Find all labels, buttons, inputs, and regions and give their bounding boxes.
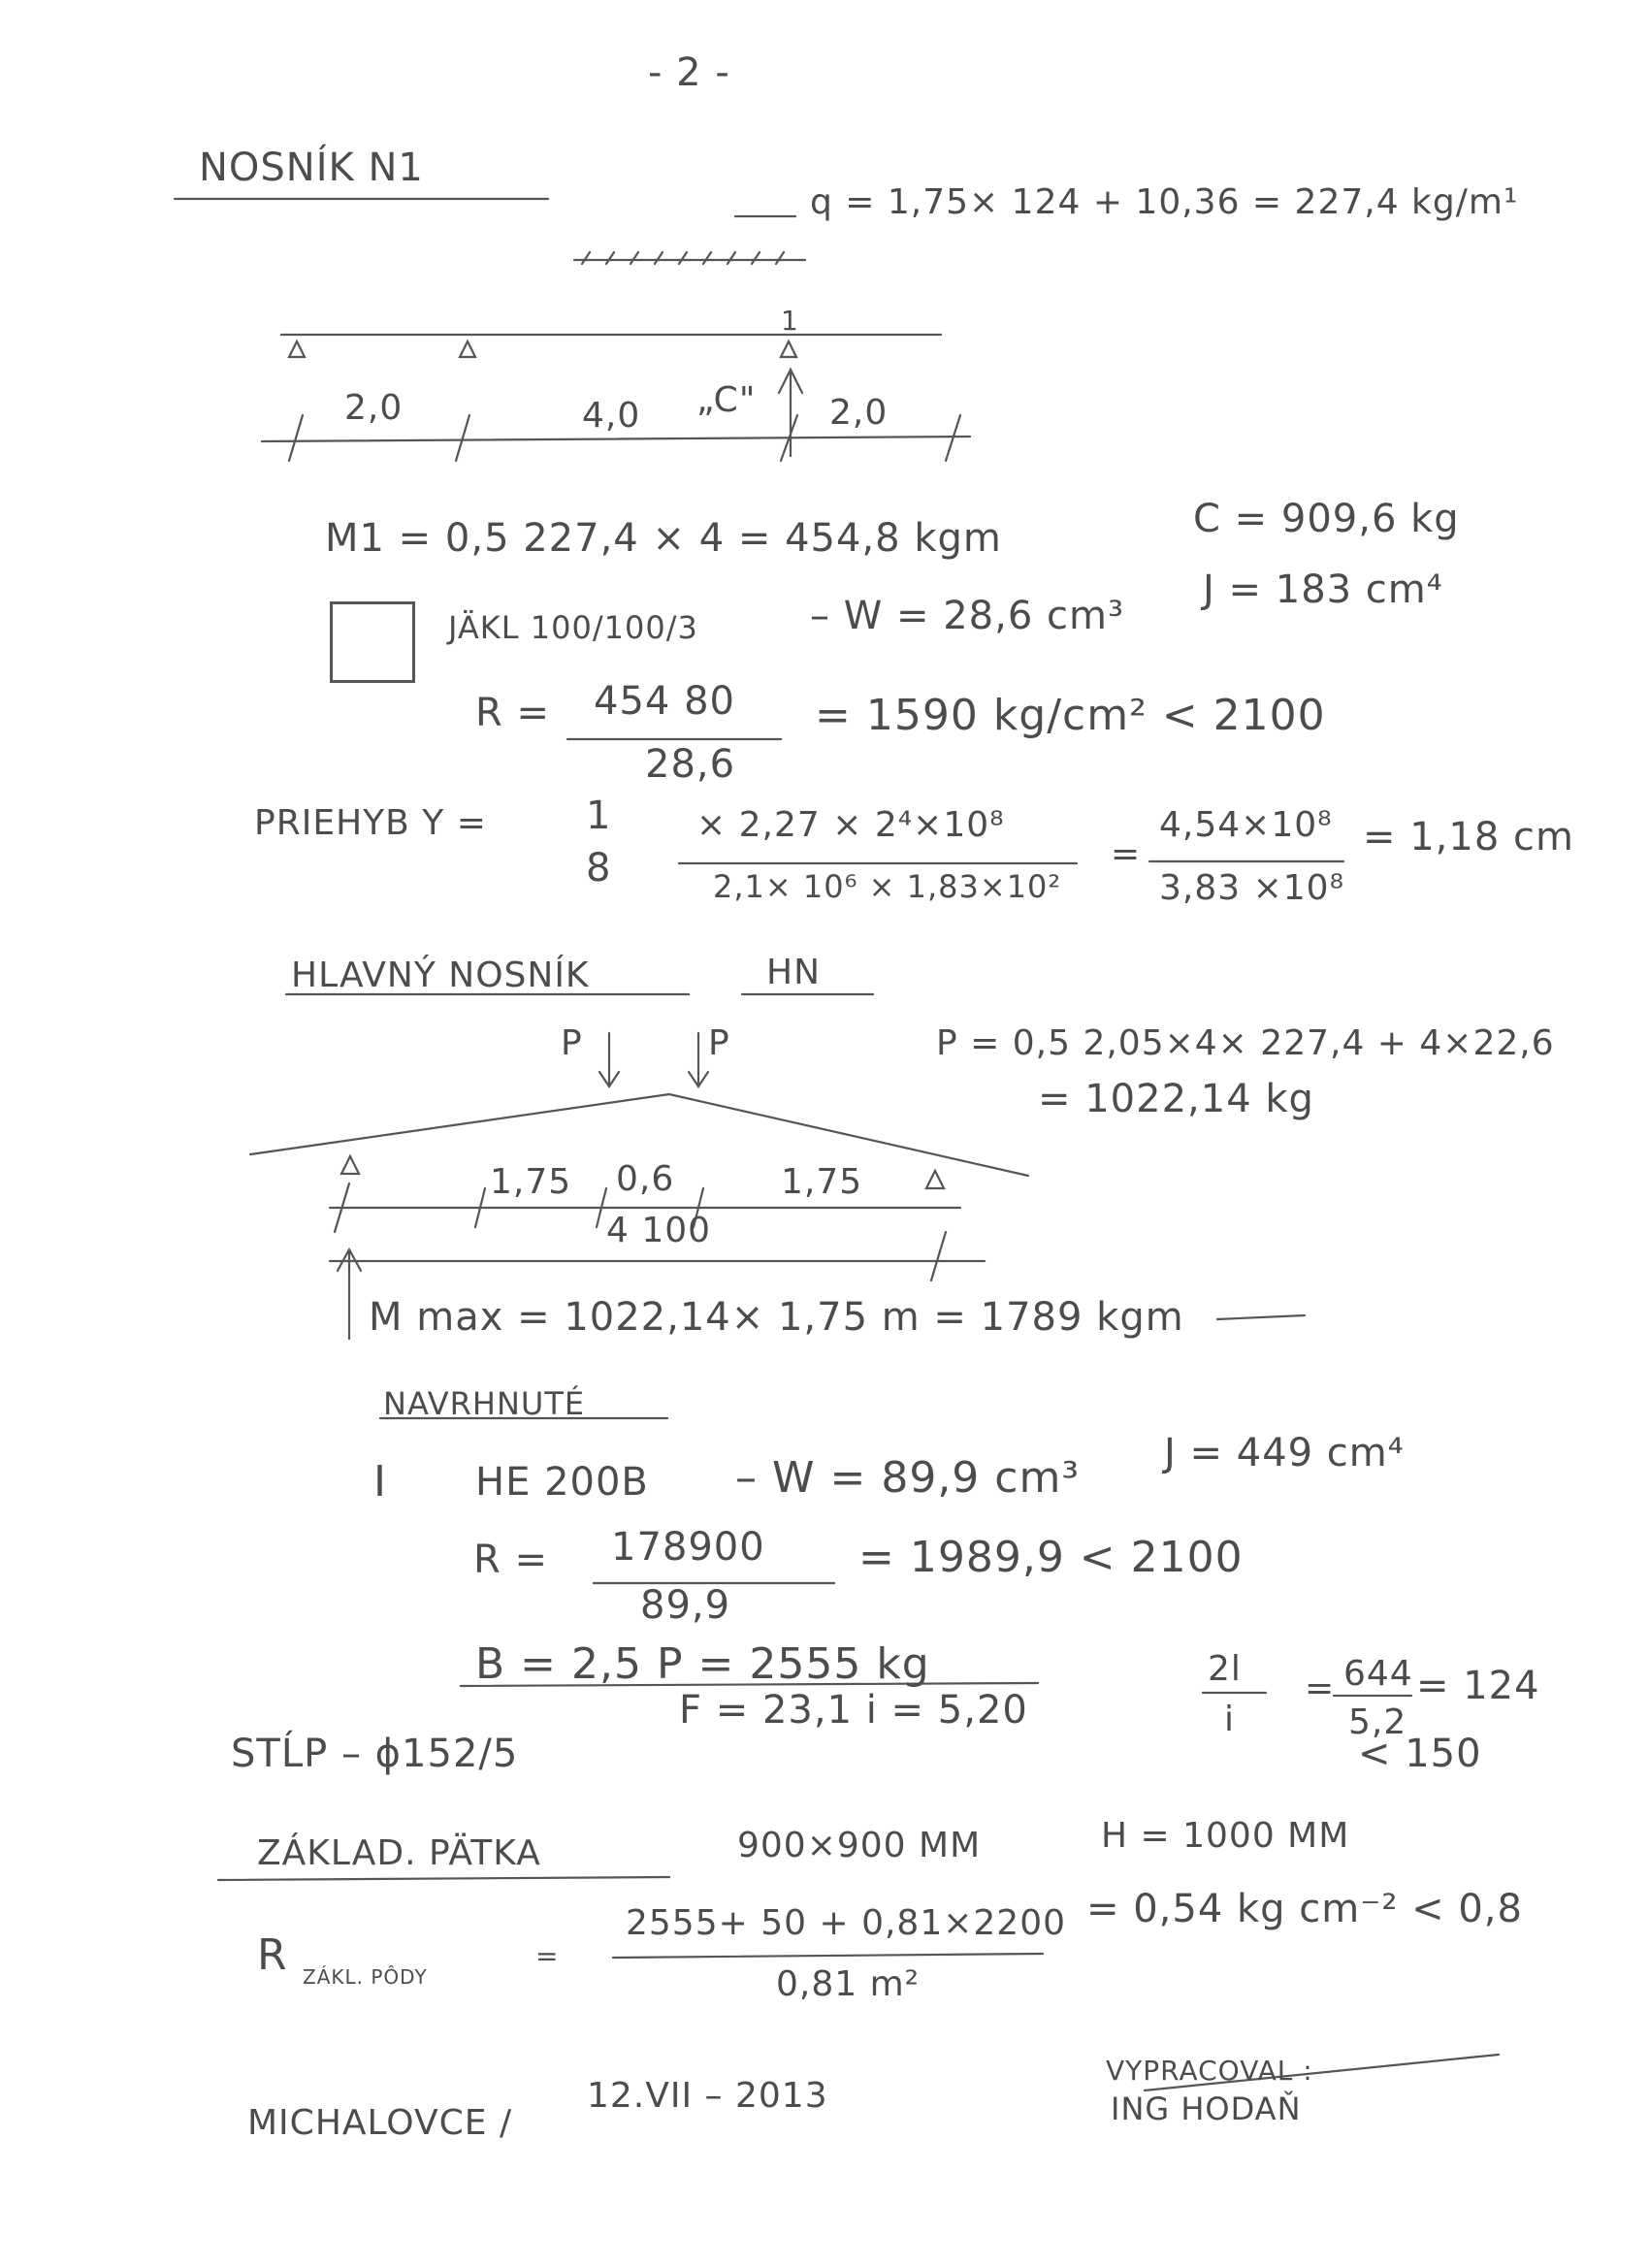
stress-label-n1: R = bbox=[475, 691, 551, 735]
stress-result-hn: = 1989,9 < 2100 bbox=[858, 1533, 1244, 1582]
dim-tick-hn-5 bbox=[931, 1232, 946, 1280]
support-c-triangle bbox=[781, 341, 796, 357]
stress-result-n1: = 1590 kg/cm² < 2100 bbox=[815, 691, 1326, 740]
slenderness-numerator-2: 644 bbox=[1343, 1654, 1413, 1694]
footer-author: ING HODAŇ bbox=[1111, 2090, 1302, 2127]
dim-tick-1 bbox=[289, 415, 303, 461]
page-number: - 2 - bbox=[648, 50, 730, 95]
stress-denominator-n1: 28,6 bbox=[645, 742, 736, 787]
span-left-n1: 2,0 bbox=[344, 388, 404, 428]
span-total-hn: 4 100 bbox=[606, 1211, 712, 1250]
section-title-hn: HLAVNÝ NOSNÍK bbox=[291, 956, 590, 995]
section-modulus-n1: – W = 28,6 cm³ bbox=[810, 594, 1124, 638]
footing-dimensions: 900×900 MM bbox=[737, 1826, 982, 1865]
dim-tick-4 bbox=[946, 415, 960, 461]
support-reaction-b: B = 2,5 P = 2555 kg bbox=[475, 1639, 930, 1689]
soil-pressure-denominator: 0,81 m² bbox=[776, 1964, 921, 2004]
stress-numerator-hn: 178900 bbox=[611, 1525, 765, 1570]
i-beam-symbol: I bbox=[373, 1457, 387, 1507]
deflection-result: = 1,18 cm bbox=[1363, 815, 1574, 859]
design-label: NAVRHNUTÉ bbox=[383, 1385, 586, 1422]
stress-label-hn: R = bbox=[473, 1538, 549, 1582]
section-title-n1: NOSNÍK N1 bbox=[199, 146, 424, 190]
footer-prepared-label: VYPRACOVAL : bbox=[1106, 2055, 1313, 2087]
support-hn-left bbox=[341, 1156, 359, 1174]
load-formula-n1: q = 1,75× 124 + 10,36 = 227,4 kg/m¹ bbox=[810, 182, 1519, 222]
support-hn-right bbox=[926, 1171, 944, 1188]
stress-numerator-n1: 454 80 bbox=[594, 679, 735, 724]
span-mid-n1: 4,0 bbox=[582, 396, 641, 436]
soil-pressure-numerator: 2555+ 50 + 0,81×2200 bbox=[626, 1903, 1067, 1943]
section-title-footing: ZÁKLAD. PÄTKA bbox=[257, 1833, 541, 1873]
span-mid-hn: 0,6 bbox=[616, 1159, 675, 1199]
inertia-hn: J = 449 cm⁴ bbox=[1164, 1431, 1405, 1475]
span-right-n1: 2,0 bbox=[829, 393, 889, 433]
section-title-hn-code: HN bbox=[766, 953, 821, 992]
soil-pressure-label: R bbox=[257, 1930, 288, 1980]
profile-n1: JÄKL 100/100/3 bbox=[448, 609, 698, 646]
span-right-hn: 1,75 bbox=[781, 1162, 863, 1202]
title-underline-footing bbox=[218, 1877, 669, 1880]
slenderness-denominator-2: 5,2 bbox=[1348, 1702, 1407, 1742]
deflection-denominator: 2,1× 10⁶ × 1,83×10² bbox=[713, 868, 1062, 905]
soil-pressure-equals: = bbox=[535, 1940, 560, 1972]
profile-hn: HE 200B bbox=[475, 1460, 649, 1505]
column-label: STĹP – ϕ152/5 bbox=[231, 1732, 519, 1776]
column-area: F = 23,1 i = 5,20 bbox=[679, 1688, 1028, 1733]
section-modulus-hn: – W = 89,9 cm³ bbox=[735, 1453, 1080, 1503]
deflection-fraction-den: 8 bbox=[586, 846, 612, 891]
load-hatch-marks bbox=[582, 252, 784, 264]
dim-tick-2 bbox=[456, 415, 469, 461]
stress-denominator-hn: 89,9 bbox=[640, 1583, 731, 1628]
deflection-numerator-2: 4,54×10⁸ bbox=[1159, 805, 1333, 845]
square-tube-symbol bbox=[330, 601, 415, 683]
soil-pressure-subscript: ZÁKL. PÔDY bbox=[303, 1965, 428, 1989]
load-formula-hn-1: P = 0,5 2,05×4× 227,4 + 4×22,6 bbox=[936, 1023, 1555, 1063]
slenderness-denominator: i bbox=[1224, 1700, 1236, 1739]
load-p-right: P bbox=[708, 1023, 730, 1063]
slenderness-equals: = bbox=[1305, 1669, 1336, 1708]
support-label-c: „C" bbox=[696, 380, 757, 420]
deflection-equals: = bbox=[1111, 834, 1142, 874]
footing-height: H = 1000 MM bbox=[1101, 1816, 1350, 1856]
soil-pressure-result: = 0,54 kg cm⁻² < 0,8 bbox=[1086, 1887, 1523, 1931]
load-p-left: P bbox=[561, 1023, 583, 1063]
reaction-c: C = 909,6 kg bbox=[1193, 497, 1460, 541]
slenderness-limit: < 150 bbox=[1358, 1732, 1482, 1776]
moment-n1: M1 = 0,5 227,4 × 4 = 454,8 kgm bbox=[325, 516, 1002, 561]
slenderness-numerator: 2l bbox=[1208, 1649, 1242, 1689]
footer-place: MICHALOVCE / bbox=[247, 2103, 513, 2143]
inertia-n1: J = 183 cm⁴ bbox=[1203, 567, 1443, 612]
deflection-denominator-2: 3,83 ×10⁸ bbox=[1159, 868, 1345, 908]
support-mark: 1 bbox=[781, 305, 799, 337]
dimension-line-n1 bbox=[262, 437, 970, 441]
fraction-bar-soil bbox=[613, 1954, 1043, 1958]
footer-date: 12.VII – 2013 bbox=[587, 2076, 828, 2116]
load-formula-hn-2: = 1022,14 kg bbox=[1038, 1077, 1314, 1121]
support-2-triangle bbox=[460, 341, 475, 357]
support-1-triangle bbox=[289, 341, 305, 357]
deflection-label: PRIEHYB Y = bbox=[254, 803, 487, 843]
deflection-numerator: × 2,27 × 2⁴×10⁸ bbox=[696, 805, 1005, 845]
moment-hn: M max = 1022,14× 1,75 m = 1789 kgm bbox=[369, 1295, 1184, 1340]
deflection-fraction-num: 1 bbox=[586, 794, 612, 838]
span-left-hn: 1,75 bbox=[490, 1162, 572, 1202]
slenderness-result: = 124 bbox=[1416, 1664, 1540, 1708]
moment-underline bbox=[1217, 1315, 1305, 1319]
